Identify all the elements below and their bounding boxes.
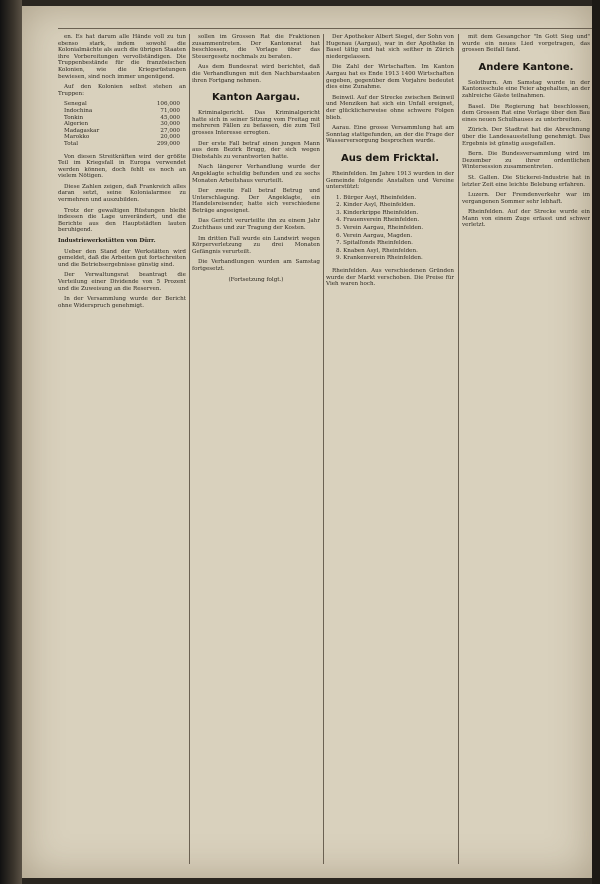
list-item: 6. Verein Aargau, Magden.	[336, 232, 413, 239]
institution-list	[336, 195, 454, 262]
list-item: 9. Krankenverein Rheinfelden.	[336, 255, 423, 262]
table-row: Indochina 71,000	[64, 107, 180, 114]
paragraph: Die Zahl der Wirtschaften. Im Kanton Aargau hat es Ende 1913 1400 Wirtschaften gegeben, gegenüber dem Vorjahre bedeutet dies eine Zunahme.	[326, 64, 454, 91]
troop-table	[58, 101, 186, 147]
section-heading: Aus dem Fricktal.	[340, 152, 440, 164]
list-item: 8. Knaben Asyl, Rheinfelden.	[336, 247, 418, 254]
paragraph: Die Verhandlungen wurden am Samstag fortgesetzt.	[192, 259, 320, 273]
list-item: 2. Kinder Asyl, Rheinfelden.	[336, 202, 416, 209]
column-rule	[323, 34, 324, 864]
section-heading: Kanton Aargau.	[211, 92, 301, 104]
paragraph: Nach längerer Verhandlung wurde der Angeklagte schuldig befunden und zu sechs Monaten Arbeitshaus verurteilt.	[192, 164, 320, 184]
continuation-note: (Fortsetzung folgt.)	[228, 276, 284, 283]
paragraph: Diese Zahlen zeigen, daß Frankreich alles daran setzt, seine Kolonialarmee zu vermehren und auszubilden.	[58, 183, 186, 204]
paragraph: Trotz der gewaltigen Rüstungen bleibt indessen die Lage unverändert, und die Berichte aus den Hauptstädten lauten beruhigend.	[58, 207, 186, 234]
paragraph: St. Gallen. Die Stickerei-Industrie hat in letzter Zeit eine leichte Belebung erfahren.	[462, 174, 590, 188]
column-4	[462, 34, 590, 864]
table-row: Total 299,000	[64, 140, 180, 147]
list-item: 1. Bürger Asyl, Rheinfelden.	[336, 194, 417, 201]
column-rule	[189, 34, 190, 864]
paragraph: In der Versammlung wurde der Bericht ohne Widerspruch genehmigt.	[58, 296, 186, 309]
paragraph: Aarau. Eine grosse Versammlung hat am Sonntag stattgefunden, an der die Frage der Wasserversorgung besprochen wurde.	[326, 125, 454, 145]
paragraph: mit dem Gesangchor "In Gott Sieg und" wurde ein neues Lied vorgetragen, das grossen Beifall fand.	[462, 34, 590, 54]
list-item: 4. Frauenverein Rheinfelden.	[336, 217, 420, 224]
paragraph: Zürich. Der Stadtrat hat die Abrechnung über die Landesausstellung genehmigt. Das Ergebnis ist günstig ausgefallen.	[462, 127, 590, 147]
book-binding	[0, 0, 22, 884]
column-2	[192, 34, 320, 864]
table-row: Tonkin 45,000	[64, 114, 180, 121]
paragraph: Rheinfelden. Im Jahre 1913 wurden in der Gemeinde folgende Anstalten und Vereine unterstützt:	[326, 170, 454, 191]
paragraph: Basel. Die Regierung hat beschlossen, dem Grossen Rat eine Vorlage über den Bau eines neuen Schulhauses zu unterbreiten.	[462, 103, 590, 123]
paragraph: Beinwil. Auf der Strecke zwischen Beinwil und Menziken hat sich ein Unfall ereignet, der glücklicherweise ohne schwere Folgen blieb.	[326, 94, 454, 121]
paragraph: Das Gericht verurteilte ihn zu einem Jahr Zuchthaus und zur Tragung der Kosten.	[192, 218, 320, 232]
paragraph: Der Verwaltungsrat beantragt die Verteilung einer Dividende von 5 Prozent und die Zuweisung an die Reserven.	[58, 272, 186, 292]
paragraph: Aus dem Bundesrat wird berichtet, daß die Verhandlungen mit den Nachbarstaaten ihren Fortgang nehmen.	[192, 64, 320, 84]
paragraph: en. Es hat darum alle Hände voll zu tun ebenso stark, indem sowohl die Kolonialmächte als auch die übrigen Staaten ihre Vorbereitungen vervollständigen. Die Truppenbestände für die französischen Kolonien, wie die Kriegsrüstungen bewiesen, sind noch immer ungenügend.	[58, 34, 186, 80]
paragraph: Der erste Fall betraf einen jungen Mann aus dem Bezirk Brugg, der sich wegen Diebstahls zu verantworten hatte.	[192, 140, 320, 160]
column-1	[58, 34, 186, 864]
paragraph: Ueber den Stand der Werkstätten wird gemeldet, daß die Arbeiten gut fortschreiten und die Betriebsergebnisse günstig sind.	[58, 248, 186, 268]
paragraph: Im dritten Fall wurde ein Landwirt wegen Körperverletzung zu drei Monaten Gefängnis verurteilt.	[192, 235, 320, 255]
paragraph: Der Apotheker Albert Siegel, der Sohn von Hugenau (Aargau), war in der Apotheke in Basel tätig und hat sich seither in Zürich niedergelassen.	[326, 34, 454, 60]
paragraph: Kriminalgericht. Das Kriminalgericht hatte sich in seiner Sitzung vom Freitag mit mehreren Fällen zu befassen, die zum Teil grosses Interesse erregten.	[192, 110, 320, 136]
page-edge	[592, 0, 600, 884]
table-row: Madagaskar 27,000	[64, 127, 180, 134]
paragraph: Luzern. Der Fremdenverkehr war im vergangenen Sommer sehr lebhaft.	[462, 192, 590, 205]
paragraph: Der zweite Fall betraf Betrug und Unterschlagung. Der Angeklagte, ein Handelsreisender, hatte sich verschiedene Beträge angeeignet.	[192, 188, 320, 214]
paragraph: Bern. Die Bundesversammlung wird im Dezember zu ihrer ordentlichen Wintersession zusammentreten.	[462, 151, 590, 171]
paragraph: Auf den Kolonien selbst stehen an Truppen:	[58, 84, 186, 97]
list-item: 5. Verein Aargau, Rheinfelden.	[336, 225, 424, 232]
paragraph: Rheinfelden. Auf der Strecke wurde ein Mann von einem Zuge erfasst und schwer verletzt.	[462, 209, 590, 229]
section-heading: Andere Kantone.	[478, 61, 574, 73]
column-3	[326, 34, 454, 864]
paragraph: Von diesen Streitkräften wird der größte Teil im Kriegsfall in Europa verwendet werden können, doch fehlt es noch an vielem Nötigen.	[58, 153, 186, 180]
newspaper-page	[22, 6, 592, 878]
table-row: Algerien 30,000	[64, 121, 180, 128]
list-item: 3. Kinderkrippe Rheinfelden.	[336, 209, 419, 216]
paragraph: Rheinfelden. Aus verschiedenen Gründen wurde der Markt verschoben. Die Preise für Vieh waren hoch.	[326, 268, 454, 288]
paragraph: Solothurn. Am Samstag wurde in der Kantonsschule eine Feier abgehalten, an der zahlreiche Gäste teilnahmen.	[462, 79, 590, 99]
table-row: Senegal 106,000	[64, 101, 180, 108]
column-rule	[458, 34, 459, 864]
section-heading: Industriewerkstätten von Dürr.	[58, 238, 156, 245]
paragraph: sollen im Grossen Rat die Fraktionen zusammentreten. Der Kantonsrat hat beschlossen, die Vorlage über das Steuergesetz nochmals zu beraten.	[192, 34, 320, 60]
list-item: 7. Spitalfonds Rheinfelden.	[336, 240, 413, 247]
table-row: Marokko 20,000	[64, 134, 180, 141]
top-rule	[58, 28, 592, 29]
